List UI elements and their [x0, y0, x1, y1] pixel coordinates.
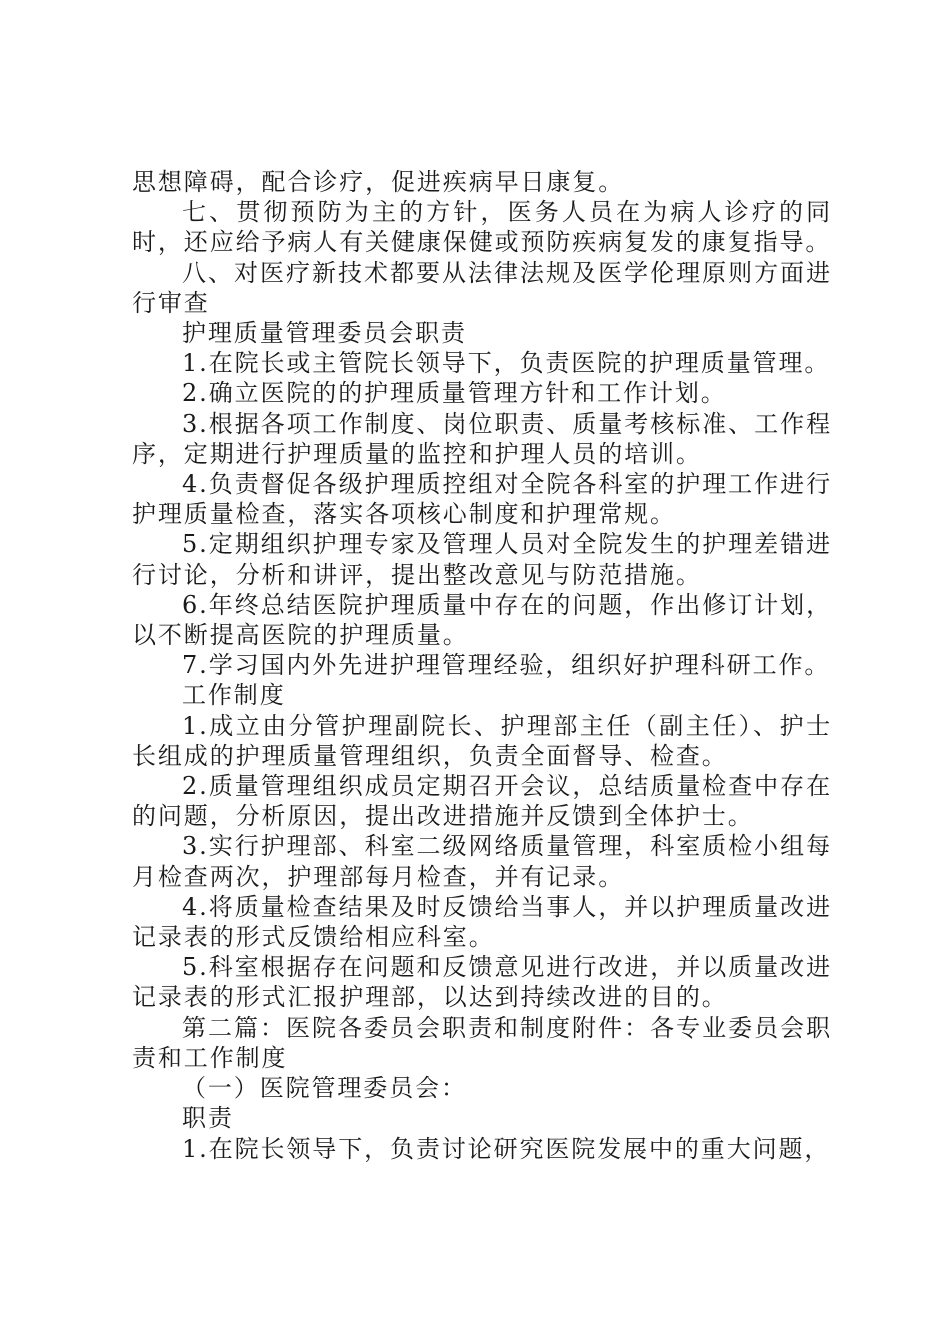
list-item: 7.学习国内外先进护理管理经验，组织好护理科研工作。 — [182, 651, 831, 680]
list-item: 5.科室根据存在问题和反馈意见进行改进，并以质量改进记录表的形式汇报护理部，以达到持续改进的目的。 — [132, 953, 832, 1012]
paragraph-prevention: 七、贯彻预防为主的方针，医务人员在为病人诊疗的同时，还应给予病人有关健康保健或预防疾病复发的康复指导。 — [132, 198, 832, 257]
list-item: 3.实行护理部、科室二级网络质量管理，科室质检小组每月检查两次，护理部每月检查，并有记录。 — [132, 832, 832, 891]
section-heading-work-system: 工作制度 — [182, 681, 286, 710]
list-item: 1.在院长或主管院长领导下，负责医院的护理质量管理。 — [182, 349, 831, 378]
list-item: 2.确立医院的的护理质量管理方针和工作计划。 — [182, 379, 727, 408]
list-item: 4.将质量检查结果及时反馈给当事人，并以护理质量改进记录表的形式反馈给相应科室。 — [132, 892, 832, 952]
list-item: 6.年终总结医院护理质量中存在的问题，作出修订计划，以不断提高医院的护理质量。 — [132, 590, 832, 650]
subsection-heading: （一）医院管理委员会： — [182, 1074, 467, 1103]
subsection-label-duties: 职责 — [182, 1104, 234, 1133]
list-item: 1.成立由分管护理副院长、护理部主任（副主任）、护士长组成的护理质量管理组织，负责全面督导、检查。 — [132, 711, 832, 770]
list-item: 3.根据各项工作制度、岗位职责、质量考核标准、工作程序，定期进行护理质量的监控和护理人员的培训。 — [132, 409, 832, 468]
document-body — [132, 167, 832, 1164]
list-item: 5.定期组织护理专家及管理人员对全院发生的护理差错进行讨论，分析和讲评，提出整改意见与防范措施。 — [132, 530, 832, 589]
chapter-heading: 第二篇：医院各委员会职责和制度附件：各专业委员会职责和工作制度 — [132, 1013, 832, 1072]
paragraph-new-technology-review: 八、对医疗新技术都要从法律法规及医学伦理原则方面进行审查 — [132, 258, 832, 317]
list-item: 1.在院长领导下，负责讨论研究医院发展中的重大问题， — [182, 1134, 831, 1163]
list-item: 4.负责督促各级护理质控组对全院各科室的护理工作进行护理质量检查，落实各项核心制度和护理常规。 — [132, 470, 832, 529]
list-item: 2.质量管理组织成员定期召开会议，总结质量检查中存在的问题，分析原因，提出改进措施并反馈到全体护士。 — [132, 772, 832, 831]
section-heading-nursing-committee: 护理质量管理委员会职责 — [182, 319, 467, 348]
paragraph: 思想障碍，配合诊疗，促进疾病早日康复。 — [132, 168, 625, 196]
